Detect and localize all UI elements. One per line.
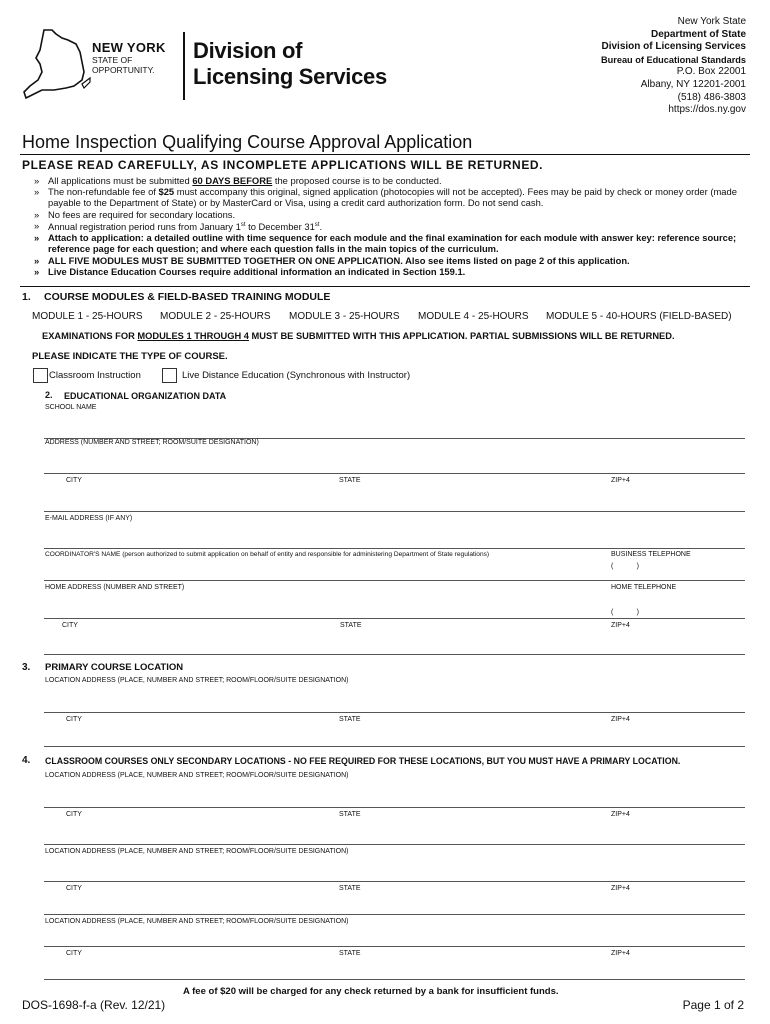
list-item: » Attach to application: a detailed outline with time sequence for each module and the final examination for each module with answer key: reference source; reference page for each question; and where each question falls in the main topics of the curriculum. [34,232,759,254]
logo-licensing-services: Licensing Services [193,64,387,89]
business-telephone-label: BUSINESS TELEPHONE [611,551,691,558]
module-1: MODULE 1 - 25-HOURS [32,311,143,322]
secondary-3-city-label: CITY [66,950,82,957]
secondary-3-state-label: STATE [339,950,361,957]
primary-location-input-line[interactable] [44,712,745,713]
live-distance-education-label: Live Distance Education (Synchronous with Instructor) [182,370,411,381]
secondary-location-1-input-line[interactable] [44,807,745,808]
logo-new-york: NEW YORK [92,40,166,55]
returned-check-fee-note: A fee of $20 will be charged for any check returned by a bank for insufficient funds. [183,986,559,997]
primary-zip-label: ZIP+4 [611,716,630,723]
list-item: » Annual registration period runs from January 1st to December 31st. [34,220,759,232]
agency-address-block [601,16,746,117]
secondary-3-city-state-zip-input-line[interactable] [44,979,745,980]
agency-website: https://dos.ny.gov [668,104,746,116]
agency-po-box: P.O. Box 22001 [676,66,746,78]
secondary-2-city-label: CITY [66,885,82,892]
secondary-location-2-input-line[interactable] [44,881,745,882]
form-title: Home Inspection Qualifying Course Approval Application [22,132,473,152]
section4-title: CLASSROOM COURSES ONLY SECONDARY LOCATIONS - NO FEE REQUIRED FOR THESE LOCATIONS, BUT YOU MUST HAVE A PRIMARY LOCATION. [45,756,681,766]
course-type-prompt: PLEASE INDICATE THE TYPE OF COURSE. [32,351,228,362]
section3-title: PRIMARY COURSE LOCATION [45,662,184,673]
secondary-location-1-label: LOCATION ADDRESS (PLACE, NUMBER AND STREET; ROOM/FLOOR/SUITE DESIGNATION) [45,772,349,779]
list-item: » All applications must be submitted 60 DAYS BEFORE the proposed course is to be conducted. [34,175,759,186]
section1-title: COURSE MODULES & FIELD-BASED TRAINING MODULE [44,291,331,303]
form-id: DOS-1698-f-a (Rev. 12/21) [22,998,166,1012]
secondary-location-2-label: LOCATION ADDRESS (PLACE, NUMBER AND STREET; ROOM/FLOOR/SUITE DESIGNATION) [45,848,349,855]
secondary-1-state-label: STATE [339,811,361,818]
agency-state: New York State [677,16,746,27]
module-3: MODULE 3 - 25-HOURS [289,311,400,322]
section3-number: 3. [22,662,31,673]
secondary-2-city-state-zip-input-line[interactable] [44,914,745,915]
school-name-label: SCHOOL NAME [45,404,97,411]
primary-state-label: STATE [339,716,361,723]
logo-divider [183,32,185,100]
section1-rule [20,286,750,287]
agency-city: Albany, NY 12201-2001 [640,78,746,90]
warning-heading: PLEASE READ CAREFULLY, AS INCOMPLETE APPLICATIONS WILL BE RETURNED. [22,158,544,172]
agency-division: Division of Licensing Services [601,41,746,53]
home-zip-label: ZIP+4 [611,622,630,629]
live-distance-education-checkbox[interactable] [162,368,177,383]
secondary-2-state-label: STATE [339,885,361,892]
primary-city-state-zip-input-line[interactable] [44,746,745,747]
secondary-1-zip-label: ZIP+4 [611,811,630,818]
examinations-note: EXAMINATIONS FOR MODULES 1 THROUGH 4 MUST BE SUBMITTED WITH THIS APPLICATION. PARTIAL SUBMISSIONS WILL BE RETURNED. [42,331,675,341]
list-item: » The non-refundable fee of $25 must accompany this original, signed application (photocopies will not be accepted). Fees may be paid by check or money order (made payable to the Department of State) or by MasterCard or Visa, using a credit card authorization form. Do not send cash. [34,186,759,208]
list-item: » No fees are required for secondary locations. [34,209,759,220]
logo-opportunity: OPPORTUNITY. [92,65,155,75]
page-number: Page 1 of 2 [682,998,744,1012]
home-address-label: HOME ADDRESS (NUMBER AND STREET) [45,584,185,591]
section1-number: 1. [22,291,31,303]
section2-title: EDUCATIONAL ORGANIZATION DATA [64,391,227,401]
home-state-label: STATE [340,622,362,629]
state-label: STATE [339,477,361,484]
home-city-state-zip-input-line[interactable] [44,654,745,655]
new-york-state-map-logo [22,28,92,100]
zip-label: ZIP+4 [611,477,630,484]
home-city-label: CITY [62,622,78,629]
business-telephone-parens: ( ) [611,563,639,570]
city-label: CITY [66,477,82,484]
home-telephone-parens: ( ) [611,609,639,616]
secondary-location-3-label: LOCATION ADDRESS (PLACE, NUMBER AND STREET; ROOM/FLOOR/SUITE DESIGNATION) [45,918,349,925]
list-item: » Live Distance Education Courses require additional information an indicated in Section 159.1. [34,266,759,277]
secondary-1-city-label: CITY [66,811,82,818]
secondary-1-city-state-zip-input-line[interactable] [44,844,745,845]
logo-division-of: Division of [193,38,303,63]
classroom-instruction-label: Classroom Instruction [49,370,141,381]
address-label: ADDRESS (NUMBER AND STREET; ROOM/SUITE DESIGNATION) [45,439,259,446]
primary-location-label: LOCATION ADDRESS (PLACE, NUMBER AND STREET; ROOM/FLOOR/SUITE DESIGNATION) [45,677,349,684]
agency-bureau: Bureau of Educational Standards [601,54,746,65]
email-input-line[interactable] [44,548,745,549]
coordinator-input-line[interactable] [44,580,745,581]
agency-phone: (518) 486-3803 [677,91,746,103]
city-state-zip-input-line[interactable] [44,511,745,512]
title-rule [20,154,750,155]
email-label: E-MAIL ADDRESS (IF ANY) [45,515,133,522]
section4-number: 4. [22,755,31,766]
coordinator-name-label: COORDINATOR'S NAME (person authorized to submit application on behalf of entity and responsible for administering Department of State regulations) [45,551,490,558]
list-item: » ALL FIVE MODULES MUST BE SUBMITTED TOGETHER ON ONE APPLICATION. Also see items listed on page 2 of this application. [34,255,759,266]
secondary-location-3-input-line[interactable] [44,946,745,947]
home-telephone-label: HOME TELEPHONE [611,584,677,591]
home-address-input-line[interactable] [44,618,745,619]
section2-number: 2. [45,390,53,400]
primary-city-label: CITY [66,716,82,723]
logo-state-of: STATE OF [92,55,133,65]
module-2: MODULE 2 - 25-HOURS [160,311,271,322]
module-4: MODULE 4 - 25-HOURS [418,311,529,322]
secondary-3-zip-label: ZIP+4 [611,950,630,957]
classroom-instruction-checkbox[interactable] [33,368,48,383]
address-input-line[interactable] [44,473,745,474]
instructions-list [34,175,759,277]
secondary-2-zip-label: ZIP+4 [611,885,630,892]
agency-department: Department of State [650,28,746,40]
module-5: MODULE 5 - 40-HOURS (FIELD-BASED) [546,311,732,322]
